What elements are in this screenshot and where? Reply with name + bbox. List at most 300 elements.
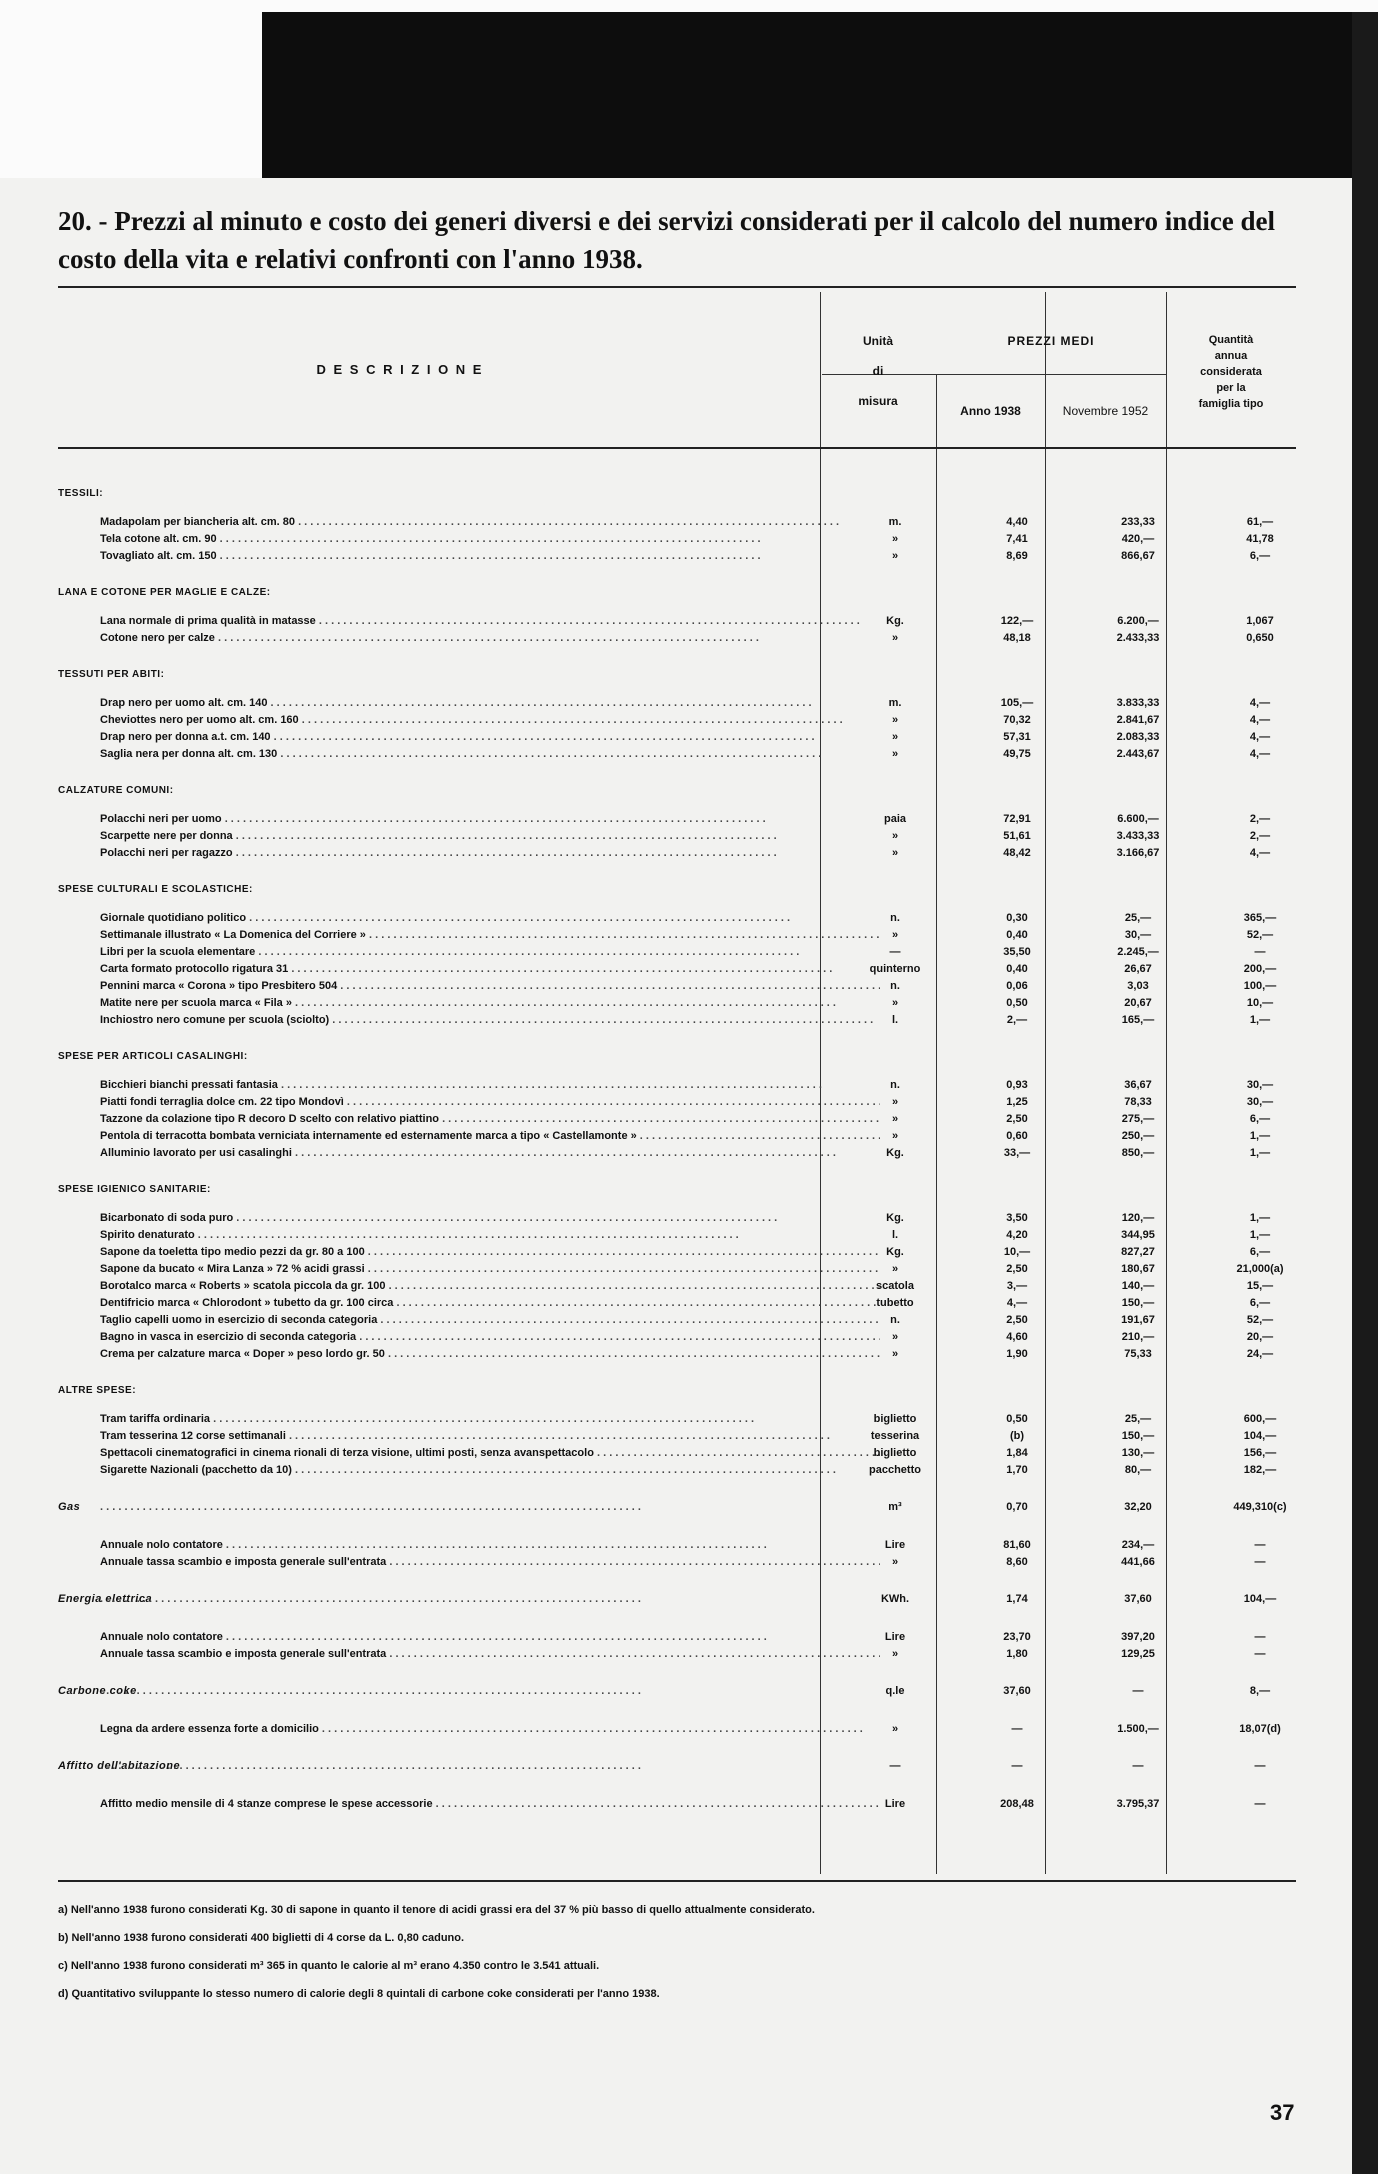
table-bottom-rule [58,1880,1296,1882]
row-price-1938: 48,18 [1003,632,1031,644]
section-label: Carbone coke [58,1685,137,1697]
row-quantity: 52,— [1246,1314,1274,1326]
section-label: Gas [58,1501,81,1513]
row-description: Sapone da toeletta tipo medio pezzi da gr. 80 a 100 . . . [100,1246,880,1258]
row-price-1952: 3.166,67 [1116,847,1160,859]
row-price-1952: 150,— [1121,1297,1155,1309]
row-price-1952: — [1132,1685,1144,1697]
table-row [58,731,1296,747]
row-quantity: — [1254,1539,1266,1551]
row-quantity: 182,— [1243,1464,1277,1476]
table-row [58,1314,1296,1330]
row-unit: » [891,1723,899,1735]
row-price-1952: 344,95 [1121,1229,1155,1241]
row-description: Lana normale di prima qualità in matasse . . . [100,615,880,627]
table-row [58,1212,1296,1228]
row-price-1952: 3.795,37 [1116,1798,1160,1810]
row-unit: pacchetto [869,1464,921,1476]
section-label: SPESE IGIENICO SANITARIE: [58,1184,211,1195]
row-quantity: 6,— [1249,1297,1271,1309]
table-row [58,1447,1296,1463]
row-unit: Kg. [886,1147,904,1159]
row-unit: n. [890,1079,900,1091]
row-description: Cotone nero per calze . . . [100,632,880,644]
row-price-1938: 105,— [1000,697,1034,709]
header-anno: Anno 1938 [960,404,1021,418]
header-quantita-5: famiglia tipo [1198,398,1264,410]
row-unit: l. [891,1229,899,1241]
row-description: Tram tesserina 12 corse settimanali . . . [100,1430,880,1442]
row-unit: » [891,1331,899,1343]
row-description: Annuale tassa scambio e imposta generale sull'entrata . . . [100,1556,880,1568]
row-price-1938: 4,20 [1006,1229,1028,1241]
row-price-1952: 6.600,— [1117,813,1159,825]
row-unit: scatola [876,1280,914,1292]
row-price-1952: 20,67 [1124,997,1152,1009]
section-heading [58,1385,1296,1401]
row-description: Taglio capelli uomo in esercizio di seconda categoria . . . [100,1314,880,1326]
note-d: d) Quantitativo sviluppante lo stesso numero di calorie degli 8 quintali di carbone coke considerati per l'anno 1938. [58,1988,660,2000]
note-c: c) Nell'anno 1938 furono considerati m³ 365 in quanto le calorie al m³ erano 4.350 contro le 3.541 attuali. [58,1960,600,1972]
row-price-1938: 0,60 [1006,1130,1028,1142]
row-price-1938: 0,40 [1006,963,1028,975]
row-description: Libri per la scuola elementare . . . [100,946,880,958]
row-description [100,1593,880,1605]
row-quantity: 61,— [1246,516,1274,528]
row-quantity: 15,— [1246,1280,1274,1292]
row-price-1938: 8,60 [1006,1556,1028,1568]
row-description: Sigarette Nazionali (pacchetto da 10) . . . [100,1464,880,1476]
row-price-1952: 26,67 [1124,963,1152,975]
header-quantita-1: Quantità [1208,334,1254,346]
row-description: Alluminio lavorato per usi casalinghi . . . [100,1147,880,1159]
row-unit: » [891,1113,899,1125]
page-number: 37 [1270,2100,1295,2125]
row-price-1952: 827,27 [1121,1246,1155,1258]
row-price-1952: 3.433,33 [1116,830,1160,842]
row-price-1938: 1,90 [1006,1348,1028,1360]
row-description: Affitto medio mensile di 4 stanze comprese le spese accessorie . . . [100,1798,880,1810]
row-price-1952: 6.200,— [1117,615,1159,627]
row-quantity: 18,07(d) [1239,1723,1281,1735]
row-price-1952: 165,— [1121,1014,1155,1026]
row-price-1952: 25,— [1124,1413,1152,1425]
table-row [58,830,1296,846]
row-price-1938: — [1011,1760,1023,1772]
note-a: a) Nell'anno 1938 furono considerati Kg. 30 di sapone in quanto il tenore di acidi grassi era del 37 % più basso di quello attualmente considerato. [58,1904,815,1916]
row-unit: » [891,550,899,562]
row-price-1938: 0,40 [1006,929,1028,941]
row-description: Bicarbonato di soda puro . . . [100,1212,880,1224]
row-description: Annuale nolo contatore . . . [100,1539,880,1551]
table-row [58,1147,1296,1163]
row-quantity: — [1254,1648,1266,1660]
table-row [58,1246,1296,1262]
section-label: LANA E COTONE PER MAGLIE E CALZE: [58,587,271,598]
row-price-1952: 850,— [1121,1147,1155,1159]
row-quantity: 0,650 [1246,632,1274,644]
row-quantity: 156,— [1243,1447,1277,1459]
row-unit: » [891,748,899,760]
row-quantity: 4,— [1249,697,1271,709]
row-quantity: 1,— [1249,1014,1271,1026]
row-quantity: 1,— [1249,1212,1271,1224]
row-price-1938: — [1011,1723,1023,1735]
row-unit: » [891,1130,899,1142]
row-price-1938: 208,48 [1000,1798,1034,1810]
table-row [58,813,1296,829]
row-description: Piatti fondi terraglia dolce cm. 22 tipo Mondovì . . . [100,1096,880,1108]
row-price-1938: 0,50 [1006,997,1028,1009]
row-price-1938: 4,— [1006,1297,1028,1309]
table-title: 20. - Prezzi al minuto e costo dei generi diversi e dei servizi considerati per il calcolo del numero indice del costo della vita e relativi confronti con l'anno 1938. [58,206,1276,274]
section-heading [58,587,1296,603]
table-row [58,1280,1296,1296]
table-row [58,1014,1296,1030]
row-quantity: 8,— [1249,1685,1271,1697]
row-unit: Lire [884,1798,906,1810]
table-row [58,912,1296,928]
row-price-1938: 3,— [1006,1280,1028,1292]
table-row [58,1723,1296,1739]
row-quantity: — [1254,1798,1266,1810]
row-unit: Kg. [886,615,904,627]
row-quantity: 100,— [1243,980,1277,992]
header-unita-3: misura [858,394,898,408]
row-unit: tubetto [876,1297,914,1309]
row-description [100,1685,880,1697]
row-price-1938: 0,70 [1006,1501,1028,1513]
row-price-1938: 35,50 [1003,946,1031,958]
row-price-1952: 25,— [1124,912,1152,924]
section-heading [58,669,1296,685]
row-price-1938: 33,— [1003,1147,1031,1159]
row-unit: biglietto [873,1447,917,1459]
table-row [58,1331,1296,1347]
row-price-1938: 2,— [1006,1014,1028,1026]
row-quantity: 600,— [1243,1413,1277,1425]
table-row [58,1556,1296,1572]
row-unit: » [891,1556,899,1568]
row-unit: » [891,997,899,1009]
section-label: CALZATURE COMUNI: [58,785,174,796]
section-label: Affitto dell'abitazione [58,1760,181,1772]
row-quantity: 41,78 [1246,533,1274,545]
row-price-1938: 4,40 [1006,516,1028,528]
table-row [58,946,1296,962]
section-label: SPESE CULTURALI E SCOLASTICHE: [58,884,253,895]
table-row [58,615,1296,631]
row-price-1938: 0,06 [1006,980,1028,992]
row-price-1938: 1,70 [1006,1464,1028,1476]
row-price-1938: 81,60 [1003,1539,1031,1551]
row-price-1938: 122,— [1000,615,1034,627]
section-label: SPESE PER ARTICOLI CASALINGHI: [58,1051,248,1062]
row-price-1938: 8,69 [1006,550,1028,562]
table-row [58,1130,1296,1146]
table-row [58,1798,1296,1814]
row-description: Sapone da bucato « Mira Lanza » 72 % acidi grassi . . . [100,1263,880,1275]
row-unit: n. [890,1314,900,1326]
row-price-1938: 51,61 [1003,830,1031,842]
row-price-1952: 140,— [1121,1280,1155,1292]
row-price-1952: 120,— [1121,1212,1155,1224]
row-description: Tela cotone alt. cm. 90 . . . [100,533,880,545]
row-price-1952: 150,— [1121,1430,1155,1442]
section-heading [58,1184,1296,1200]
row-unit: m³ [888,1501,902,1513]
section-heading [58,785,1296,801]
table-row [58,1113,1296,1129]
row-price-1952: 3.833,33 [1116,697,1160,709]
table-row [58,1229,1296,1245]
row-price-1938: 70,32 [1003,714,1031,726]
row-unit: » [891,533,899,545]
table-row [58,1096,1296,1112]
table-row [58,1464,1296,1480]
row-unit: — [889,946,901,958]
row-description [100,1760,880,1772]
row-unit: m. [888,697,902,709]
row-unit: Lire [884,1631,906,1643]
row-unit: paia [883,813,906,825]
table-row [58,1685,1296,1701]
row-quantity: — [1254,1760,1266,1772]
row-description: Pennini marca « Corona » tipo Presbitero 504 . . . [100,980,880,992]
row-unit: tesserina [870,1430,920,1442]
row-description: Spettacoli cinematografici in cinema rionali di terza visione, ultimi posti, senza avanspettacolo . . . [100,1447,880,1459]
row-quantity: 4,— [1249,714,1271,726]
row-price-1938: 3,50 [1006,1212,1028,1224]
row-description: Polacchi neri per ragazzo . . . [100,847,880,859]
row-unit: n. [890,912,900,924]
row-quantity: 30,— [1246,1079,1274,1091]
row-price-1938: 10,— [1003,1246,1031,1258]
header-novembre: Novembre 1952 [1062,404,1149,418]
row-description: Matite nere per scuola marca « Fila » . . . [100,997,880,1009]
row-price-1952: 78,33 [1124,1096,1152,1108]
table-row [58,1648,1296,1664]
row-quantity: 20,— [1246,1331,1274,1343]
section-heading [58,488,1296,504]
row-price-1952: 234,— [1121,1539,1155,1551]
row-unit: — [889,1760,901,1772]
row-description: Cheviottes nero per uomo alt. cm. 160 . . . [100,714,880,726]
table-row [58,1631,1296,1647]
row-quantity: 365,— [1243,912,1277,924]
row-price-1938: 0,30 [1006,912,1028,924]
row-price-1952: 233,33 [1121,516,1155,528]
row-quantity: 200,— [1243,963,1277,975]
row-quantity: 10,— [1246,997,1274,1009]
header-unita-1: Unità [863,334,893,348]
row-price-1952: 275,— [1121,1113,1155,1125]
row-price-1952: — [1132,1760,1144,1772]
table-row [58,1079,1296,1095]
row-quantity: 449,310(c) [1233,1501,1287,1513]
row-unit: » [891,1096,899,1108]
row-price-1938: 7,41 [1006,533,1028,545]
table-row [58,632,1296,648]
header-unita-2: di [872,364,884,378]
row-quantity: 6,— [1249,1113,1271,1125]
table-row [58,1593,1296,1609]
row-quantity: 24,— [1246,1348,1274,1360]
row-price-1952: 2.245,— [1117,946,1159,958]
section-label: Energia elettrica [58,1593,153,1605]
row-description: Pentola di terracotta bombata verniciata internamente ed esternamente marca a tipo « Castellamonte » . . . [100,1130,880,1142]
row-description: Annuale nolo contatore . . . [100,1631,880,1643]
row-unit: » [891,847,899,859]
section-label: ALTRE SPESE: [58,1385,137,1396]
row-description: Madapolam per biancheria alt. cm. 80 . . . [100,516,880,528]
row-unit: » [891,1263,899,1275]
row-price-1952: 866,67 [1121,550,1155,562]
row-price-1938: 57,31 [1003,731,1031,743]
row-price-1938: 0,93 [1006,1079,1028,1091]
row-price-1952: 250,— [1121,1130,1155,1142]
row-price-1952: 191,67 [1121,1314,1155,1326]
section-label: TESSILI: [58,488,104,499]
row-quantity: 104,— [1243,1430,1277,1442]
table-row [58,1501,1296,1517]
row-quantity: — [1254,1631,1266,1643]
row-price-1952: 420,— [1121,533,1155,545]
row-description: Giornale quotidiano politico . . . [100,912,880,924]
row-quantity: 1,— [1249,1130,1271,1142]
header-prezzi: PREZZI MEDI [1007,334,1095,348]
row-unit: quinterno [869,963,921,975]
table-row [58,1263,1296,1279]
row-unit: » [891,1348,899,1360]
scan-black-block [262,12,1352,182]
header-quantita-2: annua [1214,350,1248,362]
row-price-1938: 1,80 [1006,1648,1028,1660]
row-unit: biglietto [873,1413,917,1425]
table-row [58,1348,1296,1364]
row-quantity: 1,— [1249,1147,1271,1159]
row-quantity: — [1254,946,1266,958]
row-description: Tazzone da colazione tipo R decoro D scelto con relativo piattino . . . [100,1113,880,1125]
row-description: Crema per calzature marca « Doper » peso lordo gr. 50 . . . [100,1348,880,1360]
row-description: Drap nero per donna a.t. cm. 140 . . . [100,731,880,743]
row-description: Carta formato protocollo rigatura 31 . . . [100,963,880,975]
row-price-1938: 49,75 [1003,748,1031,760]
row-quantity: — [1254,1556,1266,1568]
header-bottom-rule [58,447,1296,449]
row-quantity: 2,— [1249,830,1271,842]
row-unit: » [891,830,899,842]
row-unit: Kg. [886,1246,904,1258]
row-description: Scarpette nere per donna . . . [100,830,880,842]
row-unit: » [891,1648,899,1660]
row-price-1952: 130,— [1121,1447,1155,1459]
row-price-1952: 2.443,67 [1116,748,1160,760]
row-price-1938: 0,50 [1006,1413,1028,1425]
row-quantity: 52,— [1246,929,1274,941]
row-description: Drap nero per uomo alt. cm. 140 . . . [100,697,880,709]
row-description: Spirito denaturato . . . [100,1229,880,1241]
row-description: Bicchieri bianchi pressati fantasia . . . [100,1079,880,1091]
row-price-1938: (b) [1009,1430,1025,1442]
row-quantity: 6,— [1249,1246,1271,1258]
row-description: Annuale tassa scambio e imposta generale sull'entrata . . . [100,1648,880,1660]
row-quantity: 104,— [1243,1593,1277,1605]
row-price-1952: 36,67 [1124,1079,1152,1091]
row-price-1952: 75,33 [1124,1348,1152,1360]
row-quantity: 4,— [1249,847,1271,859]
row-description [100,1501,880,1513]
section-label: TESSUTI PER ABITI: [58,669,165,680]
scan-right-edge [1352,12,1378,2174]
row-price-1952: 30,— [1124,929,1152,941]
table-row [58,533,1296,549]
table-top-rule [58,286,1296,288]
row-price-1952: 3,03 [1127,980,1149,992]
row-price-1952: 2.841,67 [1116,714,1160,726]
row-unit: q.le [885,1685,905,1697]
table-row [58,714,1296,730]
page [0,178,1352,2174]
row-unit: » [891,929,899,941]
row-description: Borotalco marca « Roberts » scatola piccola da gr. 100 . . . [100,1280,880,1292]
row-unit: l. [891,1014,899,1026]
row-unit: Lire [884,1539,906,1551]
table-row [58,929,1296,945]
row-description: Tovagliato alt. cm. 150 . . . [100,550,880,562]
row-price-1952: 1.500,— [1117,1723,1159,1735]
section-heading [58,884,1296,900]
row-price-1952: 37,60 [1124,1593,1152,1605]
row-unit: KWh. [880,1593,910,1605]
row-price-1952: 2.083,33 [1116,731,1160,743]
table-row [58,1760,1296,1776]
row-quantity: 4,— [1249,748,1271,760]
note-b: b) Nell'anno 1938 furono considerati 400 biglietti di 4 corse da L. 0,80 caduno. [58,1932,465,1944]
row-description: Dentifricio marca « Chlorodont » tubetto da gr. 100 circa . . . [100,1297,880,1309]
table-row [58,847,1296,863]
table-row [58,997,1296,1013]
table-row [58,550,1296,566]
row-unit: n. [890,980,900,992]
row-description: Polacchi neri per uomo . . . [100,813,880,825]
row-unit: Kg. [886,1212,904,1224]
row-price-1952: 441,66 [1121,1556,1155,1568]
row-quantity: 1,— [1249,1229,1271,1241]
row-price-1938: 1,84 [1006,1447,1028,1459]
row-quantity: 30,— [1246,1096,1274,1108]
row-unit: » [891,632,899,644]
row-price-1938: 2,50 [1006,1314,1028,1326]
row-price-1938: 4,60 [1006,1331,1028,1343]
table-row [58,1430,1296,1446]
row-price-1938: 23,70 [1003,1631,1031,1643]
header-descrizione: D E S C R I Z I O N E [316,362,484,377]
row-description: Legna da ardere essenza forte a domicilio . . . [100,1723,880,1735]
table-row [58,516,1296,532]
row-price-1952: 32,20 [1124,1501,1152,1513]
row-unit: » [891,714,899,726]
section-heading [58,1051,1296,1067]
row-price-1952: 210,— [1121,1331,1155,1343]
row-price-1938: 1,25 [1006,1096,1028,1108]
table-row [58,1297,1296,1313]
row-description: Settimanale illustrato « La Domenica del Corriere » . . . [100,929,880,941]
row-price-1952: 129,25 [1121,1648,1155,1660]
table-row [58,1539,1296,1555]
table-row [58,697,1296,713]
row-description: Saglia nera per donna alt. cm. 130 . . . [100,748,880,760]
